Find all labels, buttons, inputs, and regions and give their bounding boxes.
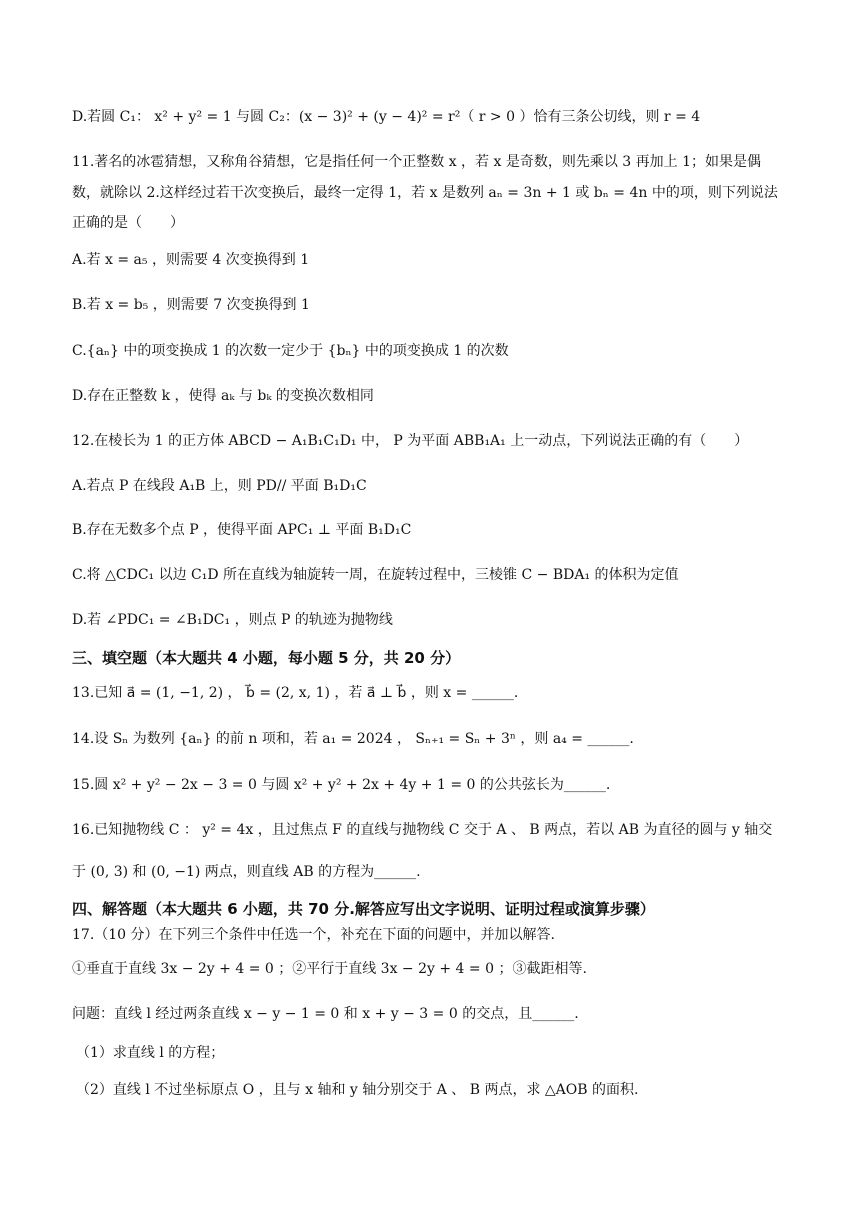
q16-line1: 16.已知抛物线 C ： y² = 4x ，且过焦点 F 的直线与抛物线 C 交于 A 、 B 两点，若以 AB 为直径的圆与 y 轴交 <box>72 822 773 838</box>
q11-option-b: B.若 x = b₅ ，则需要 7 次变换得到 1 <box>72 297 310 313</box>
q17-conditions: ①垂直于直线 3x − 2y + 4 = 0 ；②平行于直线 3x − 2y + 4 = 0 ；③截距相等. <box>72 961 587 977</box>
q17-part-2: （2）直线 l 不过坐标原点 O ，且与 x 轴和 y 轴分别交于 A 、 B 两点，求 △AOB 的面积. <box>76 1082 639 1098</box>
q11-stem-line3: 正确的是（ ） <box>72 215 184 231</box>
q13: 13.已知 a⃗ = (1, −1, 2) ， b⃗ = (2, x, 1) ，若 a⃗ ⊥ b⃗ ，则 x = ______. <box>72 685 519 701</box>
q12-option-b: B.存在无数多个点 P ，使得平面 APC₁ ⊥ 平面 B₁D₁C <box>72 522 412 538</box>
q12-option-a: A.若点 P 在线段 A₁B 上，则 PD// 平面 B₁D₁C <box>72 478 367 494</box>
q11-option-d: D.存在正整数 k ，使得 aₖ 与 bₖ 的变换次数相同 <box>72 388 374 404</box>
q12-option-d: D.若 ∠PDC₁ = ∠B₁DC₁ ，则点 P 的轨迹为抛物线 <box>72 612 393 628</box>
q16-line2: 于 (0, 3) 和 (0, −1) 两点，则直线 AB 的方程为______. <box>72 864 421 880</box>
q11-option-c: C.{aₙ} 中的项变换成 1 的次数一定少于 {bₙ} 中的项变换成 1 的次数 <box>72 343 509 359</box>
q12-option-c: C.将 △CDC₁ 以边 C₁D 所在直线为轴旋转一周，在旋转过程中，三棱锥 C − BDA₁ 的体积为定值 <box>72 567 679 583</box>
q17-stem: 17.（10 分）在下列三个条件中任选一个，补充在下面的问题中，并加以解答. <box>72 927 555 943</box>
q15: 15.圆 x² + y² − 2x − 3 = 0 与圆 x² + y² + 2x + 4y + 1 = 0 的公共弦长为______. <box>72 777 611 793</box>
q10-option-d: D.若圆 C₁： x² + y² = 1 与圆 C₂：(x − 3)² + (y − 4)² = r²（ r > 0 ）恰有三条公切线，则 r = 4 <box>72 109 701 125</box>
q14: 14.设 Sₙ 为数列 {aₙ} 的前 n 项和，若 a₁ = 2024 ， Sₙ₊₁ = Sₙ + 3ⁿ ，则 a₄ = ______. <box>72 731 634 747</box>
q17-part-1: （1）求直线 l 的方程； <box>76 1045 225 1061</box>
q11-stem-line1: 11.著名的冰雹猜想，又称角谷猜想，它是指任何一个正整数 x ，若 x 是奇数，则先乘以 3 再加上 1；如果是偶 <box>72 154 762 170</box>
section-4-heading: 四、解答题（本大题共 6 小题，共 70 分.解答应写出文字说明、证明过程或演算步骤） <box>72 900 655 918</box>
section-3-heading: 三、填空题（本大题共 4 小题，每小题 5 分，共 20 分） <box>72 649 461 667</box>
q17-problem: 问题：直线 l 经过两条直线 x − y − 1 = 0 和 x + y − 3 = 0 的交点，且______. <box>72 1006 579 1022</box>
q11-option-a: A.若 x = a₅ ，则需要 4 次变换得到 1 <box>72 252 310 268</box>
q11-stem-line2: 数，就除以 2.这样经过若干次变换后，最终一定得 1，若 x 是数列 aₙ = 3n + 1 或 bₙ = 4n 中的项，则下列说法 <box>72 185 778 201</box>
q12-stem: 12.在棱长为 1 的正方体 ABCD − A₁B₁C₁D₁ 中， P 为平面 ABB₁A₁ 上一动点，下列说法正确的有（ ） <box>72 433 749 449</box>
